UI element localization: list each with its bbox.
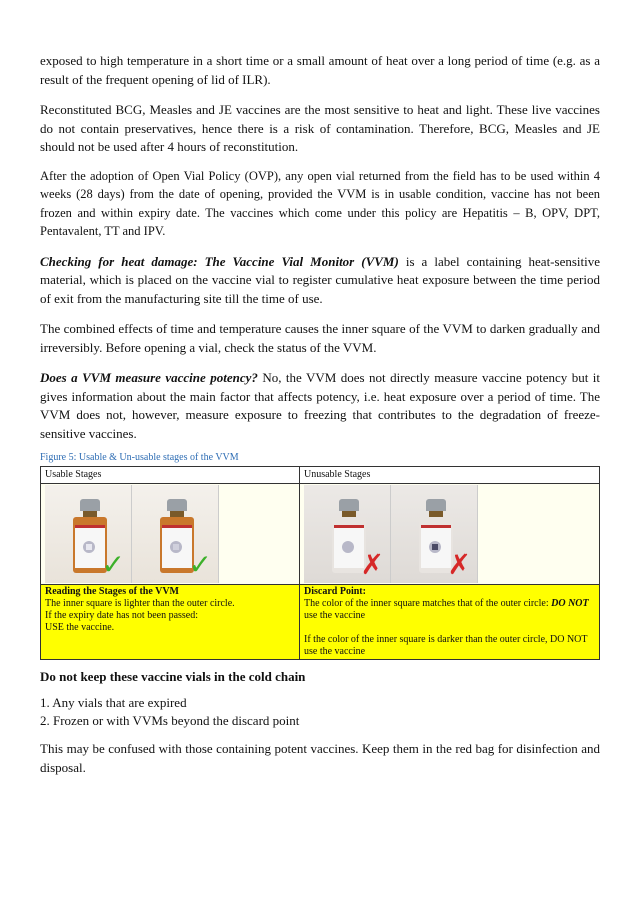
usable-photos-cell (41, 484, 300, 585)
usable-stage-line-3: USE the vaccine. (45, 622, 115, 633)
discard-line-1-start: The color of the inner square matches that of the outer circle: (304, 598, 552, 609)
discard-list (40, 694, 600, 730)
unusable-photos-cell (300, 484, 600, 585)
vvm-definition-lead: Checking for heat damage: The Vaccine Vial Monitor (VVM) (40, 253, 399, 269)
paragraph-open-vial-policy: After the adoption of Open Vial Policy (OVP), any open vial returned from the field has to be used within 4 weeks (28 days) from the date of opening, provided the VVM is in usable condition, vaccine has not been frozen and within expiry date. The vaccines which come under this policy are Hepatitis – B, OPV, DPT, Pentavalent, TT and IPV. (40, 168, 600, 238)
paragraph-reconstituted-vaccines: Reconstituted BCG, Measles and JE vaccines are the most sensitive to heat and light. These live vaccines do not contain preservatives, hence there is a risk of contamination. Therefore, BCG, Measles and JE should not be used after 4 hours of reconstitution. (40, 102, 600, 154)
unusable-stages-header: Unusable Stages (300, 467, 600, 484)
list-item: 2. Frozen or with VVMs beyond the discard point (40, 713, 300, 728)
discard-line-2: If the color of the inner square is darker than the outer circle, DO NOT use the vaccine (304, 634, 588, 657)
usable-stages-header: Usable Stages (41, 467, 300, 484)
vvm-light-icon (83, 541, 95, 553)
vvm-stages-table (40, 466, 600, 660)
vvm-definition-text: is a label containing heat-sensitive material, which is placed on the vaccine vial to register cumulative heat exposure between the time period of exit from the manufacturing site till the time of use. (40, 253, 601, 306)
paragraph-vvm-darkening: The combined effects of time and temperature causes the inner square of the VVM to darken gradually and irreversibly. Before opening a vial, check the status of the VVM. (40, 321, 600, 355)
closing-paragraph: This may be confused with those containing potent vaccines. Keep them in the red bag for disinfection and disposal. (40, 741, 600, 775)
section-heading: Do not keep these vaccine vials in the cold chain (40, 669, 306, 684)
unusable-vial-photo-1 (304, 485, 391, 583)
usable-stage-title: Reading the Stages of the VVM (45, 586, 179, 597)
usable-stage-line-2: If the expiry date has not been passed: (45, 610, 199, 621)
usable-stage-line-1: The inner square is lighter than the outer circle. (45, 598, 235, 609)
check-icon: ✓ (101, 548, 125, 581)
paragraph-vvm-definition (40, 253, 600, 309)
usable-vial-photo-1 (45, 485, 132, 583)
discard-do-not: DO NOT (551, 598, 589, 609)
discard-line-1-end: use the vaccine (304, 610, 366, 621)
vvm-light-icon (170, 541, 182, 553)
list-item: 1. Any vials that are expired (40, 695, 187, 710)
paragraph-vvm-potency (40, 369, 600, 443)
discard-point-title: Discard Point: (304, 586, 366, 597)
cross-icon: ✗ (360, 548, 384, 581)
cross-icon: ✗ (447, 548, 471, 581)
check-icon: ✓ (188, 548, 212, 581)
vvm-potency-question: Does a VVM measure vaccine potency? (40, 370, 258, 385)
figure-caption: Figure 5: Usable & Un-usable stages of the VVM (40, 452, 239, 463)
usable-stage-description (41, 585, 300, 660)
paragraph-heat-exposure: exposed to high temperature in a short time or a small amount of heat over a long period of time (e.g. as a result of the frequent opening of lid of ILR). (40, 53, 600, 87)
vvm-dark-icon (429, 541, 441, 553)
usable-vial-photo-2 (132, 485, 219, 583)
vvm-potency-answer: No, the VVM does not directly measure vaccine potency but it gives information about the main factor that affects potency, i.e. heat exposure over a period of time. The VVM does not, however, measure exposure to freezing that contributes to the degradation of freeze-sensitive vaccines. (40, 370, 600, 441)
document-page (40, 52, 600, 777)
unusable-vial-photo-2 (391, 485, 478, 583)
unusable-stage-description (300, 585, 600, 660)
vvm-dark-icon (342, 541, 354, 553)
